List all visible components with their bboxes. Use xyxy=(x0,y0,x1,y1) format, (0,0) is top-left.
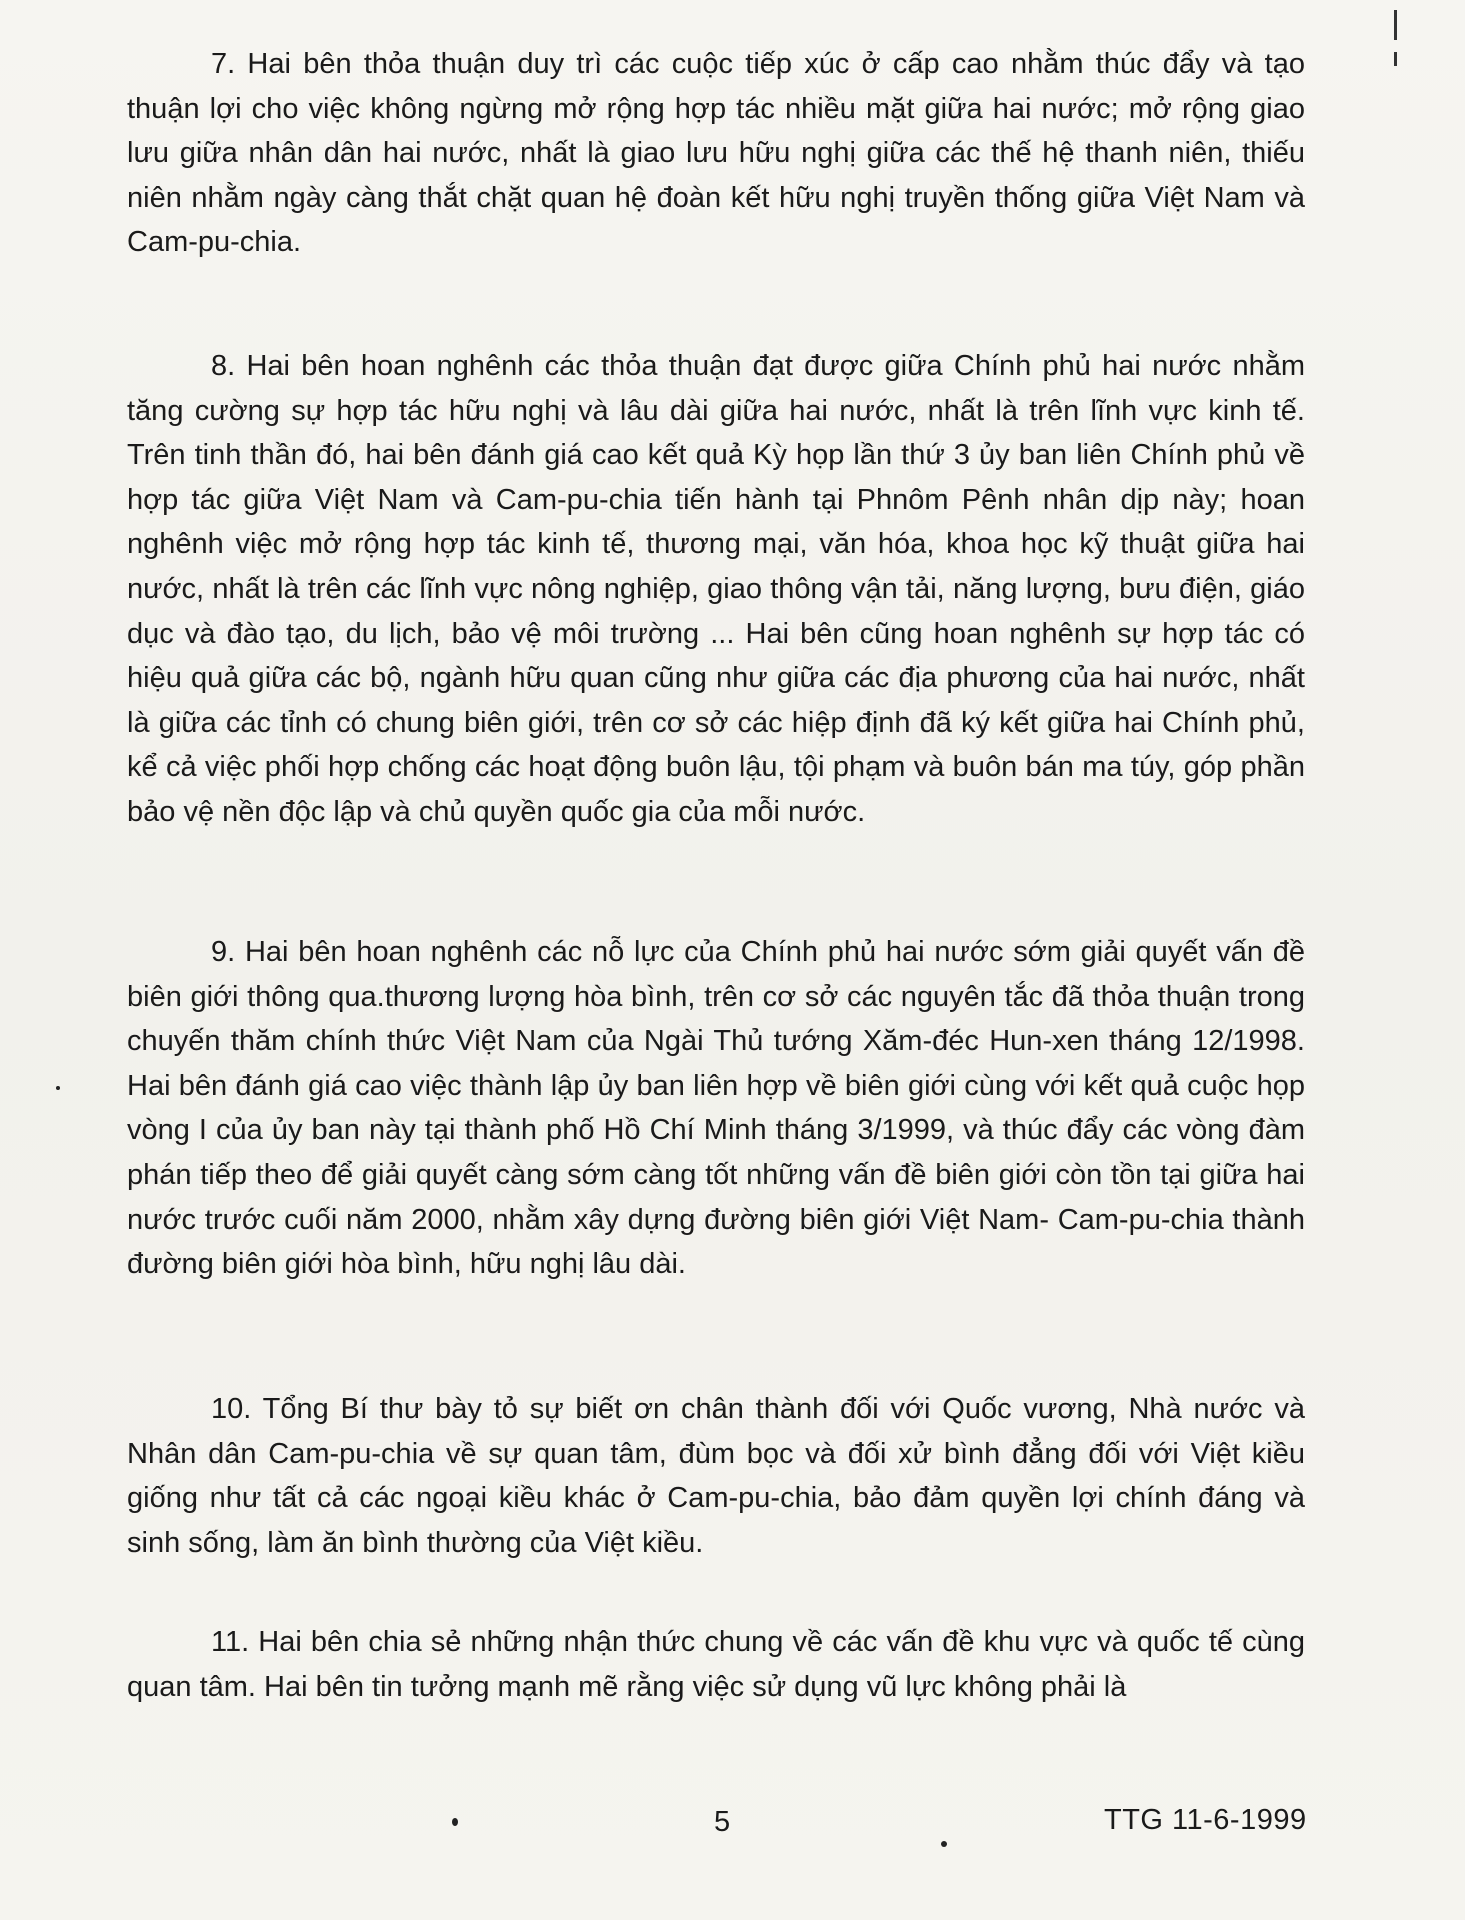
scan-speck xyxy=(941,1841,947,1847)
paragraph-9: 9. Hai bên hoan nghênh các nỗ lực của Chính phủ hai nước sớm giải quyết vấn đề biên giới thông qua.thương lượng hòa bình, trên cơ sở các nguyên tắc đã thỏa thuận trong chuyến thăm chính thức Việt Nam của Ngài Thủ tướng Xăm-đéc Hun-xen tháng 12/1998. Hai bên đánh giá cao việc thành lập ủy ban liên hợp về biên giới cùng với kết quả cuộc họp vòng I của ủy ban này tại thành phố Hồ Chí Minh tháng 3/1999, và thúc đẩy các vòng đàm phán tiếp theo để giải quyết càng sớm càng tốt những vấn đề biên giới còn tồn tại giữa hai nước trước cuối năm 2000, nhằm xây dựng đường biên giới Việt Nam- Cam-pu-chia thành đường biên giới hòa bình, hữu nghị lâu dài. xyxy=(127,936,1305,1281)
scan-speck xyxy=(452,1818,458,1826)
paragraph-10: 10. Tổng Bí thư bày tỏ sự biết ơn chân thành đối với Quốc vương, Nhà nước và Nhân dân Cam-pu-chia về sự quan tâm, đùm bọc và đối xử bình đẳng đối với Việt kiều giống như tất cả các ngoại kiều khác ở Cam-pu-chia, bảo đảm quyền lợi chính đáng và sinh sống, làm ăn bình thường của Việt kiều. xyxy=(127,1393,1305,1559)
page-number: 5 xyxy=(714,1806,731,1838)
document-reference: TTG 11-6-1999 xyxy=(1104,1804,1307,1836)
scan-edge-mark xyxy=(1394,52,1397,66)
paragraph-8: 8. Hai bên hoan nghênh các thỏa thuận đạt được giữa Chính phủ hai nước nhằm tăng cường sự hợp tác hữu nghị và lâu dài giữa hai nước, nhất là trên lĩnh vực kinh tế. Trên tinh thần đó, hai bên đánh giá cao kết quả Kỳ họp lần thứ 3 ủy ban liên Chính phủ về hợp tác giữa Việt Nam và Cam-pu-chia tiến hành tại Phnôm Pênh nhân dịp này; hoan nghênh việc mở rộng hợp tác kinh tế, thương mại, văn hóa, khoa học kỹ thuật giữa hai nước, nhất là trên các lĩnh vực nông nghiệp, giao thông vận tải, năng lượng, bưu điện, giáo dục và đào tạo, du lịch, bảo vệ môi trường ... Hai bên cũng hoan nghênh sự hợp tác có hiệu quả giữa các bộ, ngành hữu quan cũng như giữa các địa phương của hai nước, nhất là giữa các tỉnh có chung biên giới, trên cơ sở các hiệp định đã ký kết giữa hai Chính phủ, kể cả việc phối hợp chống các hoạt động buôn lậu, tội phạm và buôn bán ma túy, góp phần bảo vệ nền độc lập và chủ quyền quốc gia của mỗi nước. xyxy=(127,350,1305,828)
paragraph-11: 11. Hai bên chia sẻ những nhận thức chung về các vấn đề khu vực và quốc tế cùng quan tâm. Hai bên tin tưởng mạnh mẽ rằng việc sử dụng vũ lực không phải là xyxy=(127,1626,1305,1703)
scan-edge-mark xyxy=(1394,10,1397,40)
paragraph-7: 7. Hai bên thỏa thuận duy trì các cuộc tiếp xúc ở cấp cao nhằm thúc đẩy và tạo thuận lợi cho việc không ngừng mở rộng hợp tác nhiều mặt giữa hai nước; mở rộng giao lưu giữa nhân dân hai nước, nhất là giao lưu hữu nghị giữa các thế hệ thanh niên, thiếu niên nhằm ngày càng thắt chặt quan hệ đoàn kết hữu nghị truyền thống giữa Việt Nam và Cam-pu-chia. xyxy=(127,48,1305,259)
scan-speck xyxy=(56,1086,60,1090)
